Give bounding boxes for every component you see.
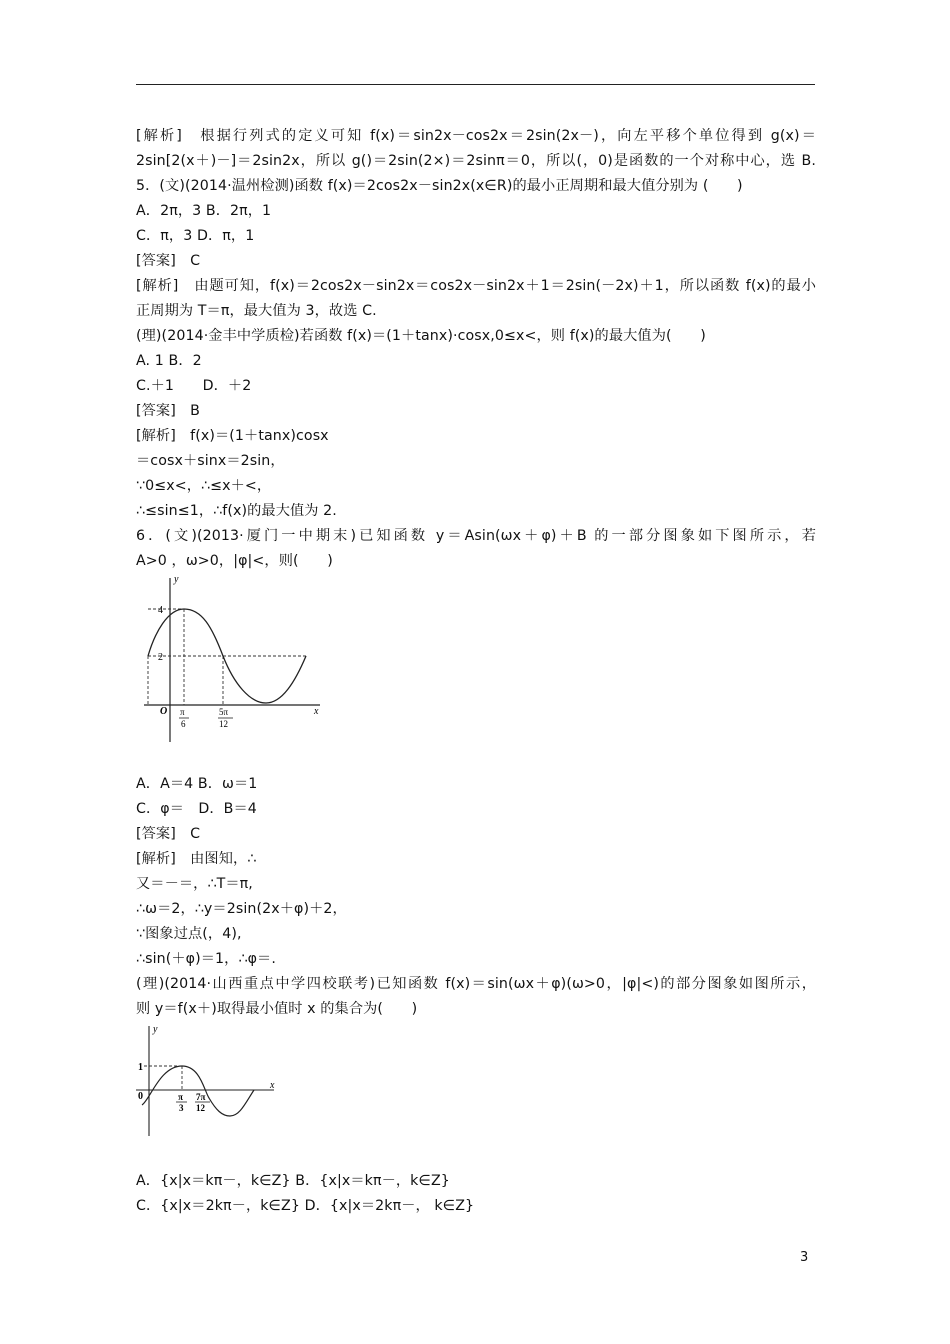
header-rule — [136, 84, 815, 85]
origin-label: O — [160, 706, 168, 717]
text-line: A．2π，3 B．2π，1 — [136, 203, 272, 219]
text-line: A．{x|x＝kπ－，k∈Z} B．{x|x＝kπ－，k∈Z} — [136, 1173, 450, 1189]
x-tick-pi3-num: π — [178, 1092, 183, 1102]
text-line: [答案] B — [136, 403, 200, 419]
x-axis-label: x — [270, 1080, 275, 1091]
text-line: A>0 ，ω>0，|φ|<，则( ) — [136, 553, 333, 569]
y-axis-label: y — [174, 574, 179, 585]
y-tick-2: 2 — [158, 652, 163, 663]
text-line: 则 y＝f(x＋)取得最小值时 x 的集合为( ) — [136, 1001, 418, 1017]
x-tick-pi6-den: 6 — [181, 719, 186, 729]
y-tick-4: 4 — [158, 605, 163, 616]
text-line: 2sin[2(x＋)－]＝2sin2x，所以 g()＝2sin(2×)＝2sinπ＝0，所以(，0)是函数的一个对称中心，选 B. — [136, 153, 816, 169]
text-line: [解析] f(x)＝(1＋tanx)cosx — [136, 428, 329, 444]
x-tick-pi3-den: 3 — [179, 1103, 184, 1113]
text-line: ∴sin(＋φ)＝1，∴φ＝. — [136, 951, 276, 967]
text-line: 正周期为 T＝π，最大值为 3，故选 C. — [136, 303, 377, 319]
text-line: [解析] 根据行列式的定义可知 f(x)＝sin2x－cos2x＝2sin(2x－)，向左平移个单位得到 g(x)＝ — [136, 128, 816, 144]
text-line: C.＋1 D．＋2 — [136, 378, 252, 394]
text-line: ∴ω＝2，∴y＝2sin(2x＋φ)＋2， — [136, 901, 347, 917]
sine-graph-2 — [134, 1020, 284, 1140]
text-line: C．{x|x＝2kπ－，k∈Z} D．{x|x＝2kπ－， k∈Z} — [136, 1198, 475, 1214]
text-line: ∵图象过点(，4), — [136, 926, 242, 942]
text-line: [答案] C — [136, 826, 201, 842]
text-line: ∵0≤x<，∴≤x＋<， — [136, 478, 272, 494]
page-number: 3 — [800, 1250, 809, 1265]
text-line: (理)(2014·山西重点中学四校联考)已知函数 f(x)＝sin(ωx＋φ)(ω>0，|φ|<)的部分图象如图所示， — [136, 976, 816, 992]
text-line: [答案] C — [136, 253, 201, 269]
x-tick-5pi12-num: 5π — [219, 707, 229, 717]
text-line: (理)(2014·金丰中学质检)若函数 f(x)＝(1＋tanx)·cosx,0≤x<，则 f(x)的最大值为( ) — [136, 328, 706, 344]
text-line: 又＝－＝，∴T＝π, — [136, 876, 253, 892]
text-line: A．A＝4 B．ω＝1 — [136, 776, 258, 792]
y-tick-1: 1 — [138, 1062, 143, 1073]
x-tick-pi6-num: π — [180, 707, 185, 717]
x-tick-7pi12-num: 7π — [196, 1092, 206, 1102]
sine-graph-1 — [140, 572, 330, 747]
x-tick-7pi12-den: 12 — [196, 1103, 205, 1113]
text-line: [解析] 由题可知，f(x)＝2cos2x－sin2x＝cos2x－sin2x＋1＝2sin(－2x)＋1，所以函数 f(x)的最小 — [136, 278, 816, 294]
x-axis-label: x — [314, 706, 319, 717]
text-line: [解析] 由图知，∴ — [136, 851, 257, 867]
text-line: A. 1 B．2 — [136, 353, 202, 369]
x-tick-5pi12-den: 12 — [219, 719, 228, 729]
text-line: C．π，3 D．π，1 — [136, 228, 255, 244]
origin-label: 0 — [138, 1091, 143, 1102]
y-axis-label: y — [153, 1024, 158, 1035]
text-line: 5．(文)(2014·温州检测)函数 f(x)＝2cos2x－sin2x(x∈R)的最小正周期和最大值分别为 ( ) — [136, 178, 743, 194]
text-line: 6．(文)(2013·厦门一中期末)已知函数 y＝Asin(ωx＋φ)＋B 的一部分图象如下图所示，若 — [136, 528, 816, 544]
text-line: ∴≤sin≤1，∴f(x)的最大值为 2. — [136, 503, 337, 519]
text-line: C．φ＝ D．B＝4 — [136, 801, 257, 817]
text-line: ＝cosx＋sinx＝2sin， — [136, 453, 285, 469]
